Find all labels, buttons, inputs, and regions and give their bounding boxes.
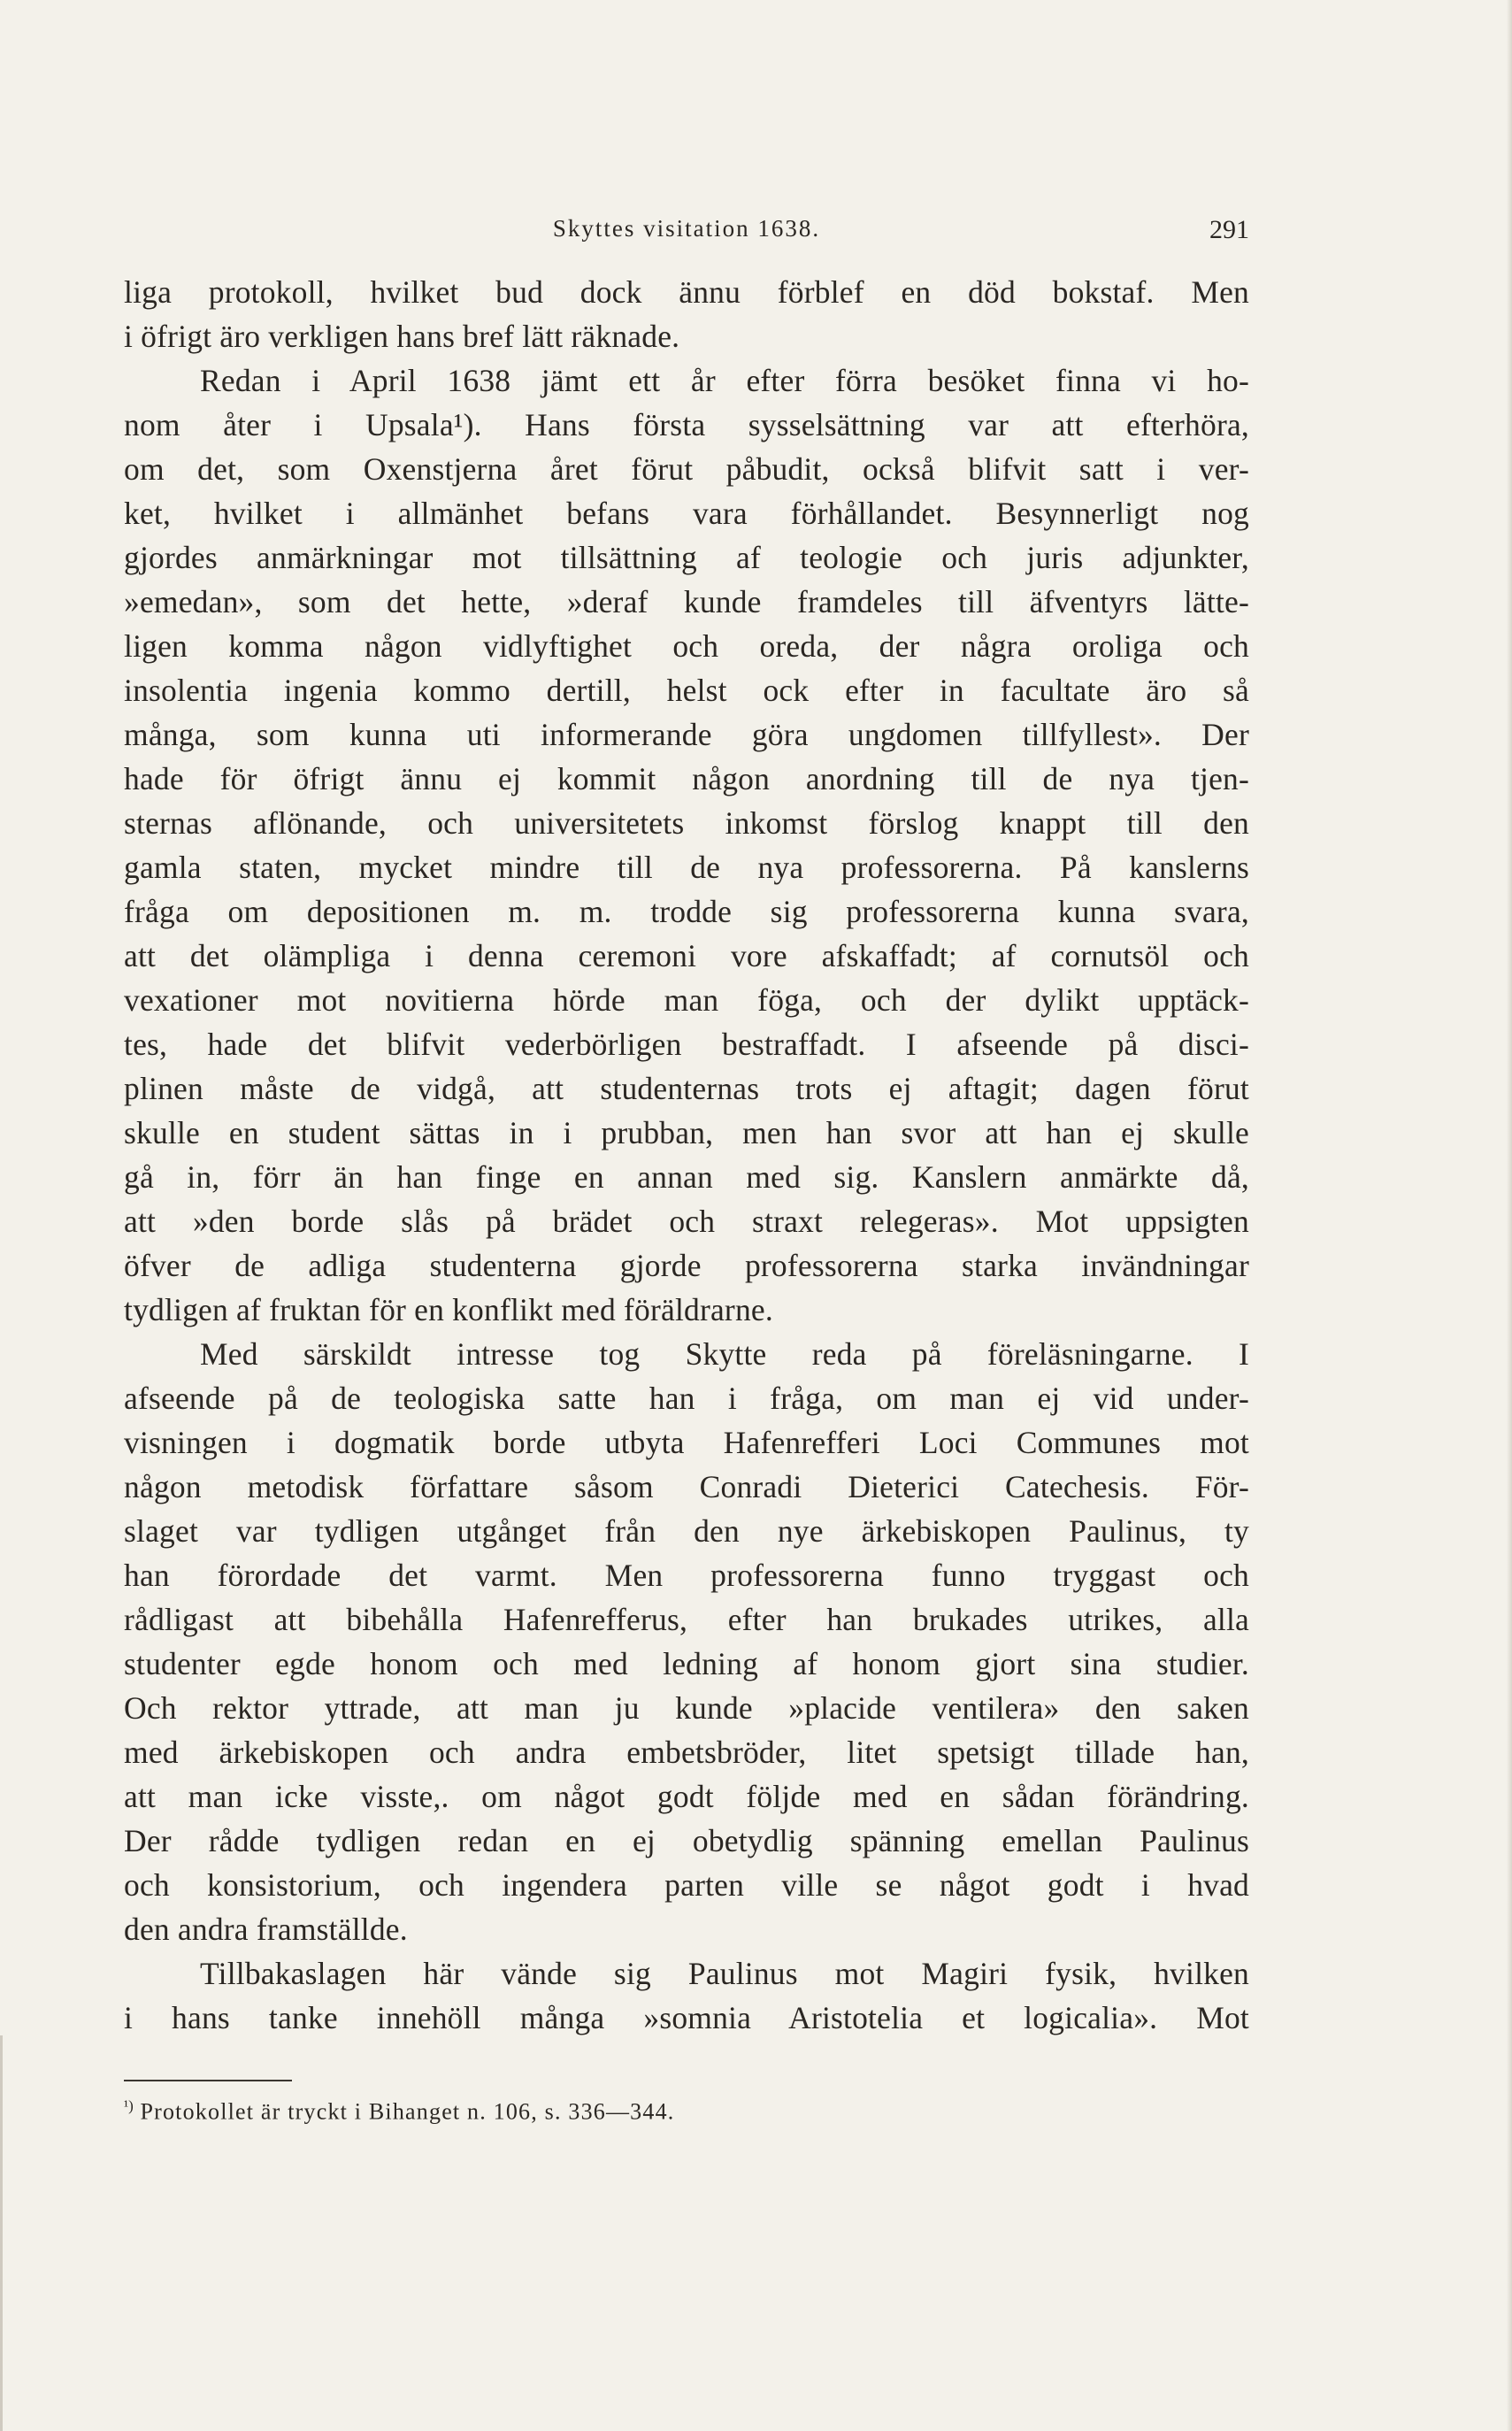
text-line: om det, som Oxenstjerna året förut påbudit, också blifvit satt i ver-	[124, 451, 1249, 487]
text-line: Der rådde tydligen redan en ej obetydlig spänning emellan Paulinus	[124, 1823, 1249, 1858]
text-line: nom åter i Upsala¹). Hans första sysselsättning var att efterhöra,	[124, 407, 1249, 442]
text-line: Tillbakaslagen här vände sig Paulinus mot Magiri fysik, hvilken	[200, 1956, 1249, 1991]
text-line: att man icke visste,. om något godt följde med en sådan förändring.	[124, 1779, 1249, 1814]
text-line: gå in, förr än han finge en annan med sig. Kanslern anmärkte då,	[124, 1159, 1249, 1195]
text-line: rådligast att bibehålla Hafenrefferus, efter han brukades utrikes, alla	[124, 1602, 1249, 1637]
text-line: ket, hvilket i allmänhet befans vara förhållandet. Besynnerligt nog	[124, 496, 1249, 531]
text-line: tydligen af fruktan för en konflikt med föräldrarne.	[124, 1292, 773, 1327]
text-line: afseende på de teologiska satte han i fråga, om man ej vid under-	[124, 1381, 1249, 1416]
text-line: hade för öfrigt ännu ej kommit någon anordning till de nya tjen-	[124, 761, 1249, 796]
text-line: skulle en student sättas in i prubban, men han svor att han ej skulle	[124, 1115, 1249, 1150]
text-line: och konsistorium, och ingendera parten ville se något godt i hvad	[124, 1867, 1249, 1903]
text-line: insolentia ingenia kommo dertill, helst ock efter in facultate äro så	[124, 673, 1249, 708]
text-line: Med särskildt intresse tog Skytte reda på föreläsningarne. I	[200, 1336, 1249, 1372]
page-header	[124, 215, 1249, 250]
footnote-text: Protokollet är tryckt i Bihanget n. 106, s. 336—344.	[140, 2098, 675, 2125]
footnote-divider	[124, 2080, 292, 2081]
text-line: den andra framställde.	[124, 1912, 408, 1947]
running-title: Skyttes visitation 1638.	[552, 215, 821, 242]
text-line: öfver de adliga studenterna gjorde professorerna starka invändningar	[124, 1248, 1249, 1283]
text-line: sternas aflönande, och universitetets inkomst förslog knappt till den	[124, 805, 1249, 841]
text-line: Och rektor yttrade, att man ju kunde »placide ventilera» den saken	[124, 1690, 1249, 1726]
text-line: någon metodisk författare såsom Conradi Dieterici Catechesis. För-	[124, 1469, 1249, 1504]
text-line: fråga om depositionen m. m. trodde sig professorerna kunna svara,	[124, 894, 1249, 929]
text-line: att »den borde slås på brädet och straxt relegeras». Mot uppsigten	[124, 1204, 1249, 1239]
page-edge-line	[0, 2035, 3, 2431]
text-line: ligen komma någon vidlyftighet och oreda, der några oroliga och	[124, 628, 1249, 664]
text-line: med ärkebiskopen och andra embetsbröder, litet spetsigt tillade han,	[124, 1735, 1249, 1770]
text-line: i hans tanke innehöll många »somnia Aristotelia et logicalia». Mot	[124, 2000, 1249, 2035]
text-line: i öfrigt äro verkligen hans bref lätt räknade.	[124, 319, 680, 354]
page-number: 291	[1209, 215, 1249, 244]
text-line: vexationer mot novitierna hörde man föga, och der dylikt upptäck-	[124, 982, 1249, 1018]
text-line: plinen måste de vidgå, att studenternas trots ej aftagit; dagen förut	[124, 1071, 1249, 1106]
text-line: Redan i April 1638 jämt ett år efter förra besöket finna vi ho-	[200, 363, 1249, 398]
text-line: slaget var tydligen utgånget från den nye ärkebiskopen Paulinus, ty	[124, 1513, 1249, 1549]
page-edge-shadow	[1507, 0, 1512, 2431]
body-text	[124, 270, 1249, 2040]
text-line: visningen i dogmatik borde utbyta Hafenrefferi Loci Communes mot	[124, 1425, 1249, 1460]
footnote	[124, 2097, 674, 2126]
text-line: att det olämpliga i denna ceremoni vore afskaffadt; af cornutsöl och	[124, 938, 1249, 973]
text-line: studenter egde honom och med ledning af honom gjort sina studier.	[124, 1646, 1249, 1681]
text-line: han förordade det varmt. Men professorerna funno tryggast och	[124, 1558, 1249, 1593]
text-line: »emedan», som det hette, »deraf kunde framdeles till äfventyrs lätte-	[124, 584, 1249, 619]
text-line: många, som kunna uti informerande göra ungdomen tillfyllest». Der	[124, 717, 1249, 752]
text-line: liga protokoll, hvilket bud dock ännu förblef en död bokstaf. Men	[124, 274, 1249, 310]
text-line: gjordes anmärkningar mot tillsättning af teologie och juris adjunkter,	[124, 540, 1249, 575]
footnote-marker: ¹)	[124, 2097, 134, 2114]
text-line: gamla staten, mycket mindre till de nya professorerna. På kanslerns	[124, 850, 1249, 885]
text-line: tes, hade det blifvit vederbörligen bestraffadt. I afseende på disci-	[124, 1027, 1249, 1062]
